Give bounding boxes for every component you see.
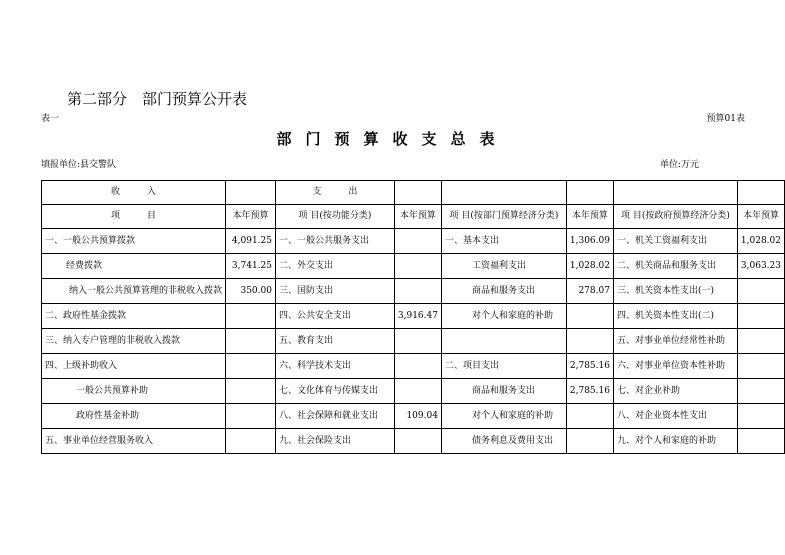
income-value: 4,091.25 <box>226 229 276 254</box>
income-item: 五、事业单位经营服务收入 <box>42 429 226 454</box>
dept-econ-value: 2,785.16 <box>566 379 613 404</box>
dept-econ-value <box>566 429 613 454</box>
function-value <box>394 229 441 254</box>
dept-econ-item: 二、项目支出 <box>441 354 566 379</box>
income-value <box>226 379 276 404</box>
income-value <box>226 304 276 329</box>
table-row <box>42 254 785 279</box>
income-value <box>226 329 276 354</box>
col-header-item: 项 目 <box>42 205 226 229</box>
function-value: 109.04 <box>394 404 441 429</box>
unit-of-measure: 单位:万元 <box>660 160 700 170</box>
dept-econ-value: 1,306.09 <box>566 229 613 254</box>
col-header-budget: 本年预算 <box>226 205 276 229</box>
col-header-budget: 本年预算 <box>566 205 613 229</box>
function-value <box>394 354 441 379</box>
income-group-header: 收 入 <box>42 181 226 205</box>
gov-econ-item: 六、对事业单位资本性补助 <box>613 354 737 379</box>
income-item: 三、纳入专户管理的非税收入拨款 <box>42 329 226 354</box>
gov-econ-item: 一、机关工资福利支出 <box>613 229 737 254</box>
income-item: 二、政府性基金拨款 <box>42 304 226 329</box>
function-item: 九、社会保险支出 <box>275 429 394 454</box>
income-item: 经费拨款 <box>42 254 226 279</box>
income-value <box>226 404 276 429</box>
main-title: 部门预算收支总表 <box>276 130 509 148</box>
table-row <box>42 379 785 404</box>
part-title: 第二部分 部门预算公开表 <box>67 90 248 108</box>
function-value <box>394 279 441 304</box>
table-row <box>42 404 785 429</box>
gov-econ-value <box>737 429 784 454</box>
table-row <box>42 279 785 304</box>
function-item: 六、科学技术支出 <box>275 354 394 379</box>
dept-econ-value: 2,785.16 <box>566 354 613 379</box>
gov-econ-value <box>737 354 784 379</box>
dept-econ-value <box>566 329 613 354</box>
function-item: 一、一般公共服务支出 <box>275 229 394 254</box>
empty-cell <box>737 181 784 205</box>
col-header-by-gov-econ: 项 目(按政府预算经济分类) <box>613 205 737 229</box>
dept-econ-item: 工资福利支出 <box>441 254 566 279</box>
function-item: 三、国防支出 <box>275 279 394 304</box>
dept-econ-value: 278.07 <box>566 279 613 304</box>
empty-cell <box>566 181 613 205</box>
function-item: 八、社会保障和就业支出 <box>275 404 394 429</box>
income-value <box>226 429 276 454</box>
function-value <box>394 429 441 454</box>
dept-econ-item: 债务利息及费用支出 <box>441 429 566 454</box>
function-value <box>394 329 441 354</box>
function-item: 七、文化体育与传媒支出 <box>275 379 394 404</box>
gov-econ-item: 二、机关商品和服务支出 <box>613 254 737 279</box>
col-header-budget: 本年预算 <box>394 205 441 229</box>
income-item: 一、一般公共预算拨款 <box>42 229 226 254</box>
empty-cell <box>394 181 441 205</box>
table-row <box>42 354 785 379</box>
income-item: 一般公共预算补助 <box>42 379 226 404</box>
function-value: 3,916.47 <box>394 304 441 329</box>
income-value: 3,741.25 <box>226 254 276 279</box>
dept-econ-item <box>441 329 566 354</box>
income-item: 四、上级补助收入 <box>42 354 226 379</box>
gov-econ-value <box>737 329 784 354</box>
col-header-by-function: 项 目(按功能分类) <box>275 205 394 229</box>
function-item: 五、教育支出 <box>275 329 394 354</box>
table-row <box>42 329 785 354</box>
gov-econ-item: 四、机关资本性支出(二) <box>613 304 737 329</box>
form-code: 预算01表 <box>706 114 745 124</box>
dept-econ-item: 一、基本支出 <box>441 229 566 254</box>
table-row <box>42 304 785 329</box>
gov-econ-item: 三、机关资本性支出(一) <box>613 279 737 304</box>
income-value: 350.00 <box>226 279 276 304</box>
function-value <box>394 379 441 404</box>
column-header-row <box>42 205 785 229</box>
table-row <box>42 429 785 454</box>
dept-econ-value <box>566 404 613 429</box>
empty-cell <box>441 181 566 205</box>
dept-econ-item: 商品和服务支出 <box>441 379 566 404</box>
reporting-unit: 填报单位:县交警队 <box>41 160 117 170</box>
gov-econ-item: 九、对个人和家庭的补助 <box>613 429 737 454</box>
dept-econ-item: 商品和服务支出 <box>441 279 566 304</box>
budget-summary-table <box>41 180 785 454</box>
income-value <box>226 354 276 379</box>
gov-econ-item: 五、对事业单位经常性补助 <box>613 329 737 354</box>
expense-group-header: 支 出 <box>275 181 394 205</box>
function-item: 四、公共安全支出 <box>275 304 394 329</box>
gov-econ-item: 七、对企业补助 <box>613 379 737 404</box>
group-header-row <box>42 181 785 205</box>
table-row <box>42 229 785 254</box>
col-header-budget: 本年预算 <box>737 205 784 229</box>
empty-cell <box>226 181 276 205</box>
function-item: 二、外交支出 <box>275 254 394 279</box>
dept-econ-item: 对个人和家庭的补助 <box>441 304 566 329</box>
dept-econ-item: 对个人和家庭的补助 <box>441 404 566 429</box>
table-label: 表一 <box>41 114 60 124</box>
function-value <box>394 254 441 279</box>
dept-econ-value: 1,028.02 <box>566 254 613 279</box>
gov-econ-value: 3,063.23 <box>737 254 784 279</box>
gov-econ-value <box>737 279 784 304</box>
col-header-by-dept-econ: 项 目(按部门预算经济分类) <box>441 205 566 229</box>
dept-econ-value <box>566 304 613 329</box>
income-item: 政府性基金补助 <box>42 404 226 429</box>
gov-econ-value <box>737 304 784 329</box>
empty-cell <box>613 181 737 205</box>
income-item: 纳入一般公共预算管理的非税收入拨款 <box>42 279 226 304</box>
gov-econ-value: 1,028.02 <box>737 229 784 254</box>
gov-econ-value <box>737 404 784 429</box>
gov-econ-value <box>737 379 784 404</box>
gov-econ-item: 八、对企业资本性支出 <box>613 404 737 429</box>
